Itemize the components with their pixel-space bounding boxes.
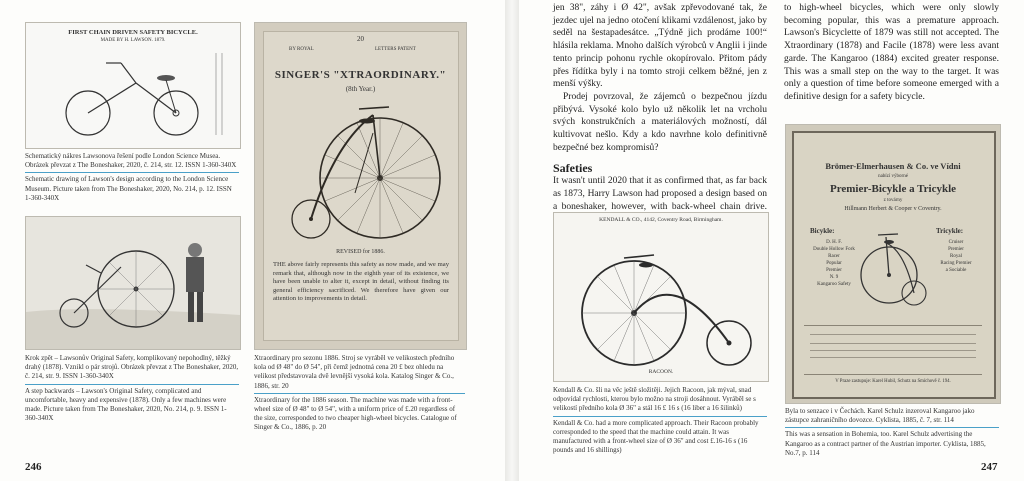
ad-line1: Brömer-Elmerhausen & Co. ve Vídni xyxy=(825,161,961,171)
section-heading: Safeties xyxy=(553,161,593,176)
catalogue-page-number: 20 xyxy=(357,35,364,43)
paragraph-en-1: It wasn't until 2020 that it as confirmed that, as far back as 1873, Harry Lawson had proposed a design based on a boneshaker, however, with back-wheel chain drive. xyxy=(553,176,767,212)
ad-bicycle-item: Popular xyxy=(826,261,842,266)
schematic-title: FIRST CHAIN DRIVEN SAFETY BICYCLE. xyxy=(68,29,198,36)
caption-divider xyxy=(785,427,999,428)
schematic-caption xyxy=(25,152,239,203)
ad-line4: z továrny xyxy=(883,198,903,203)
ad-line2: nabízí výborné xyxy=(878,174,908,179)
ad-tricycle-item: a Sociable xyxy=(945,268,967,273)
left-page-number: 246 xyxy=(25,461,42,473)
text-column-left xyxy=(553,2,767,226)
schematic-bicycle-drawing xyxy=(26,23,240,148)
catalogue-patent: LETTERS PATENT xyxy=(375,47,416,52)
kendall-header: KENDALL & CO., 4142, Coventry Road, Birmingham. xyxy=(599,217,723,223)
kendall-caption xyxy=(553,386,767,455)
catalogue-royal: BY ROYAL xyxy=(289,47,314,52)
ad-bicycle-item: Double Hollow Fork xyxy=(813,247,855,252)
ad-bicycles-title: Bicykle: xyxy=(810,227,835,235)
kendall-caption-cz: Kendall & Co. šli na věc ještě složitěji. Jejich Racoon, jak mýval, snad odpovídal rychlosti, kterou bylo možno na stroji dosáhnout. Vyráběl se s velikostí předního kola Ø 36" a stál 16 £ 16 s (16 liber a 16 šilinků) xyxy=(553,386,756,413)
text-column-right xyxy=(784,2,999,104)
catalogue-body-text: THE above fairly represents this safety as now made, and we may remark that, although now in the eighth year of its existence, we have been unable to alter it, except in detail, without finding its general efficiency sacrificed. We therefore have given our attention to improvements in detail. xyxy=(273,261,449,302)
ad-tricycle-item: Racing Premier xyxy=(940,261,972,266)
racoon-label: RACOON. xyxy=(648,369,674,375)
schematic-caption-en: Schematic drawing of Lawson's design according to the London Science Museum. Picture taken from The Boneshaker, 2020, No. 214, p. 12. ISSN 1-360-340X xyxy=(25,175,232,202)
schematic-caption-cz: Schematický nákres Lawsonova řešení podle London Science Musea. Obrázek převzat z The Boneshaker, 2020, č. 214, str. 12. ISSN 1-360-340X xyxy=(25,152,237,170)
ad-fine-print-area xyxy=(804,325,982,375)
ad-bicycle-item: Racer xyxy=(828,254,840,259)
ad-bicycle-item: Kangaroo Safety xyxy=(817,282,851,287)
caption-divider xyxy=(25,384,239,385)
kendall-racoon-figure xyxy=(553,212,769,382)
singer-caption xyxy=(254,354,465,433)
paragraph-cz-1: jen 38", záhy i Ø 42", avšak zpřevodované tak, že jezdec ujel na jedno otočení klikami vzdálenost, jako by seděl na šestapadesátce. „Týdně jich prodáme 100!“ hlásila reklama. Mnoho dalších výrobců v Anglii i jinde tento princip pohonu rychle okopírovalo. Přitom pády přes řídítka byly i na tomto stroji celkem běžné, jen z menší výšky. xyxy=(553,3,767,90)
ad-bicycle-item: N. 9 xyxy=(829,275,839,280)
original-safety-engraving xyxy=(25,216,241,350)
ad-tricycle-item: Cruiser xyxy=(948,240,964,245)
catalogue-title: SINGER'S "XTRAORDINARY." xyxy=(274,69,447,81)
engraving-caption-cz: Krok zpět – Lawsonův Original Safety, komplikovaný nepohodlný, těžký drahý (1878). Vznikl o pár strojů. Obrázek převzat z The Boneshaker, 2020, č. 214, str. 9. ISSN 1-360-340X xyxy=(25,354,239,381)
ad-tricycle-item: Royal xyxy=(950,254,962,259)
paragraph-cz-2: Prodej povrzoval, že zájemců o bezpečnou jízdu přibývá. Vysoké kolo bylo už několik let na vrcholu svých konstrukčních a materiálových možností, dál kultivovat nešlo. Kdy a kdo navrhne kolo definitivně bezpečné bez kompromisů? xyxy=(553,91,767,153)
right-page xyxy=(519,0,1024,481)
caption-divider xyxy=(254,393,465,394)
caption-divider xyxy=(25,172,239,173)
engraving-caption-en: A step backwards – Lawson's Original Safety, complicated and uncomfortable, heavy and expensive (1878). Only a few machines were made. Picture taken from The Boneshaker, 2020, No. 214, p. 9. ISSN 1-360-340X xyxy=(25,386,227,423)
bromer-caption-cz: Byla to senzace i v Čechách. Karel Schulz inzeroval Kangaroo jako zástupce zahraničního dovozce. Cyklista, 1885, č. 7, str. 114 xyxy=(785,407,975,425)
book-gutter xyxy=(505,0,519,481)
bromer-advertisement xyxy=(785,124,1001,404)
singer-caption-cz: Xtraordinary pro sezonu 1886. Stroj se vyráběl ve velikostech předního kola od Ø 48" do Ø 54", při čemž jednotná cena 20 £ bez ohledu na velikost představovala dvě levnější vysoká kola. Katalog Singer & Co., 1886, str. 20 xyxy=(254,354,455,390)
kendall-caption-en: Kendall & Co. had a more complicated approach. Their Racoon probably corresponded to the speed that the machine could attain. It was manufactured with a front-wheel size of Ø 36" and cost £.16-16 s (16 pounds and 16 shillings) xyxy=(553,418,759,455)
catalogue-revised: REVISED for 1886. xyxy=(336,249,385,255)
bromer-caption xyxy=(785,407,999,458)
ad-bicycle-item: Premier xyxy=(826,268,842,273)
schematic-subtitle: MADE BY H. LAWSON. 1879. xyxy=(100,38,166,43)
left-page xyxy=(0,0,505,481)
singer-catalogue-page xyxy=(254,22,467,350)
ad-tricycle-item: Premier xyxy=(948,247,964,252)
lawson-schematic-figure xyxy=(25,22,241,149)
singer-caption-en: Xtraordinary for the 1886 season. The machine was made with a front-wheel size of Ø 48" to Ø 54", with a uniform price of £.20 regardless of the size, corresponded to two cheaper high-wheel bicycles. Catalogue of Singer & Co., 1886, p. 20 xyxy=(254,395,457,432)
engraving-drawing xyxy=(26,217,240,349)
ad-bicycle-item: D. H. F. xyxy=(826,240,842,245)
ad-footer: V Praze zastupuje: Karel Hubil, Schutz na Smíchově č. 194. xyxy=(835,379,951,384)
caption-divider xyxy=(553,416,767,417)
engraving-caption xyxy=(25,354,239,423)
bromer-caption-en: This was a sensation in Bohemia, too. Karel Schulz advertising the Kangaroo as a contract partner of the Austrian importer. Cyklista, 1885, No.7, p. 114 xyxy=(785,430,986,457)
right-page-number: 247 xyxy=(981,461,998,473)
racoon-bicycle-drawing xyxy=(554,213,768,381)
catalogue-year: (8th Year.) xyxy=(345,85,376,93)
ad-line3: Premier-Bicykle a Tricykle xyxy=(829,183,957,195)
paragraph-en-2: to high-wheel bicycles, which were only slowly becoming popular, this was a premature approach. Lawson's Bicyclette of 1879 was still not accepted. The Xtraordinary (1878) and Facile (1878) were less avant garde. The Kangaroo (1884) excited greater response. This was a small step on the way to the target. It was only a question of time before someone emerged with a definitive design for a safety bicycle. xyxy=(784,3,999,102)
ad-tricycles-title: Tricykle: xyxy=(936,227,964,235)
ad-line5: Hillmann Herbert & Cooper v Coventry. xyxy=(844,206,942,212)
